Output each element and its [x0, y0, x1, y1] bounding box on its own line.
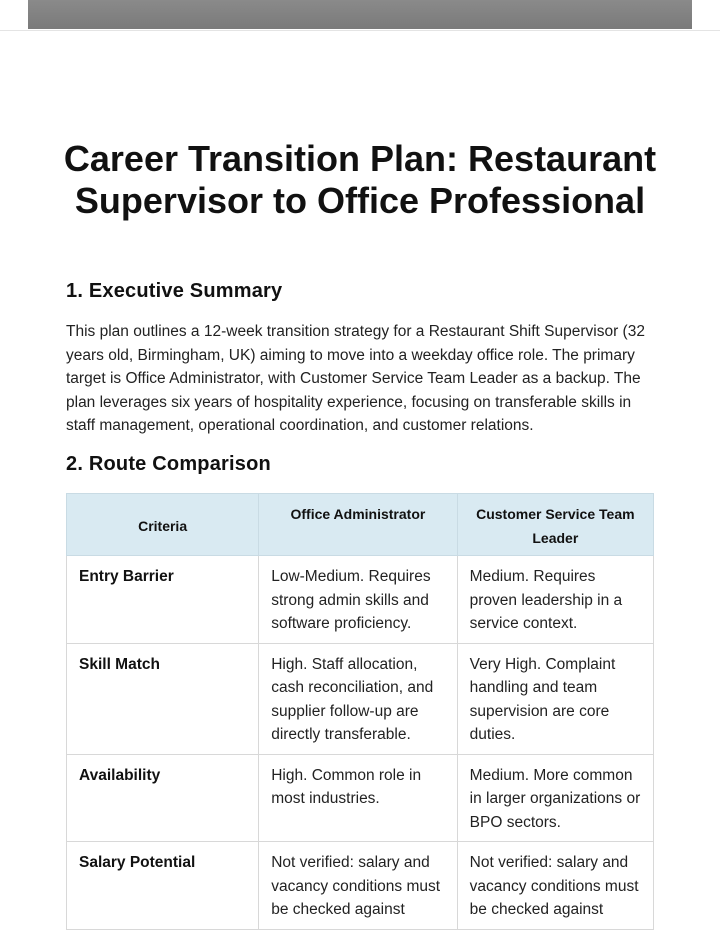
cs-team-leader-cell: Very High. Complaint handling and team supervision are core duties. [457, 643, 653, 754]
criteria-cell: Availability [67, 754, 259, 842]
office-admin-cell: High. Staff allocation, cash reconciliation, and supplier follow-up are directly transferable. [259, 643, 457, 754]
cs-team-leader-cell: Medium. Requires proven leadership in a service context. [457, 556, 653, 644]
table-row [67, 842, 654, 930]
executive-summary-text: This plan outlines a 12-week transition strategy for a Restaurant Shift Supervisor (32 years old, Birmingham, UK) aiming to move into a weekday office role. The primary target is Office Administrator, with Customer Service Team Leader as a backup. The plan leverages six years of hospitality experience, focusing on transferable skills in staff management, operational coordination, and customer relations. [66, 323, 645, 434]
header-customer-service-team-leader: Customer Service Team Leader [457, 494, 653, 556]
criteria-cell: Entry Barrier [67, 556, 259, 644]
office-admin-cell: High. Common role in most industries. [259, 754, 457, 842]
header-criteria: Criteria [67, 494, 259, 556]
section-heading-executive-summary: 1. Executive Summary [66, 280, 283, 302]
cs-team-leader-cell: Medium. More common in larger organizations or BPO sectors. [457, 754, 653, 842]
table-header-row [67, 494, 654, 556]
document-page [0, 30, 720, 918]
criteria-cell: Salary Potential [67, 842, 259, 930]
route-comparison-table [66, 493, 654, 930]
office-admin-cell: Low-Medium. Requires strong admin skills and software proficiency. [259, 556, 457, 644]
header-office-administrator: Office Administrator [259, 494, 457, 556]
office-admin-cell: Not verified: salary and vacancy conditions must be checked against [259, 842, 457, 930]
top-bar [28, 0, 692, 29]
section-heading-route-comparison: 2. Route Comparison [66, 453, 271, 475]
table-row [67, 643, 654, 754]
cs-team-leader-cell: Not verified: salary and vacancy conditions must be checked against [457, 842, 653, 930]
table-row [67, 556, 654, 644]
table-row [67, 754, 654, 842]
criteria-cell: Skill Match [67, 643, 259, 754]
document-title: Career Transition Plan: Restaurant Supervisor to Office Professional [63, 138, 657, 221]
browser-top-strip [0, 0, 720, 31]
